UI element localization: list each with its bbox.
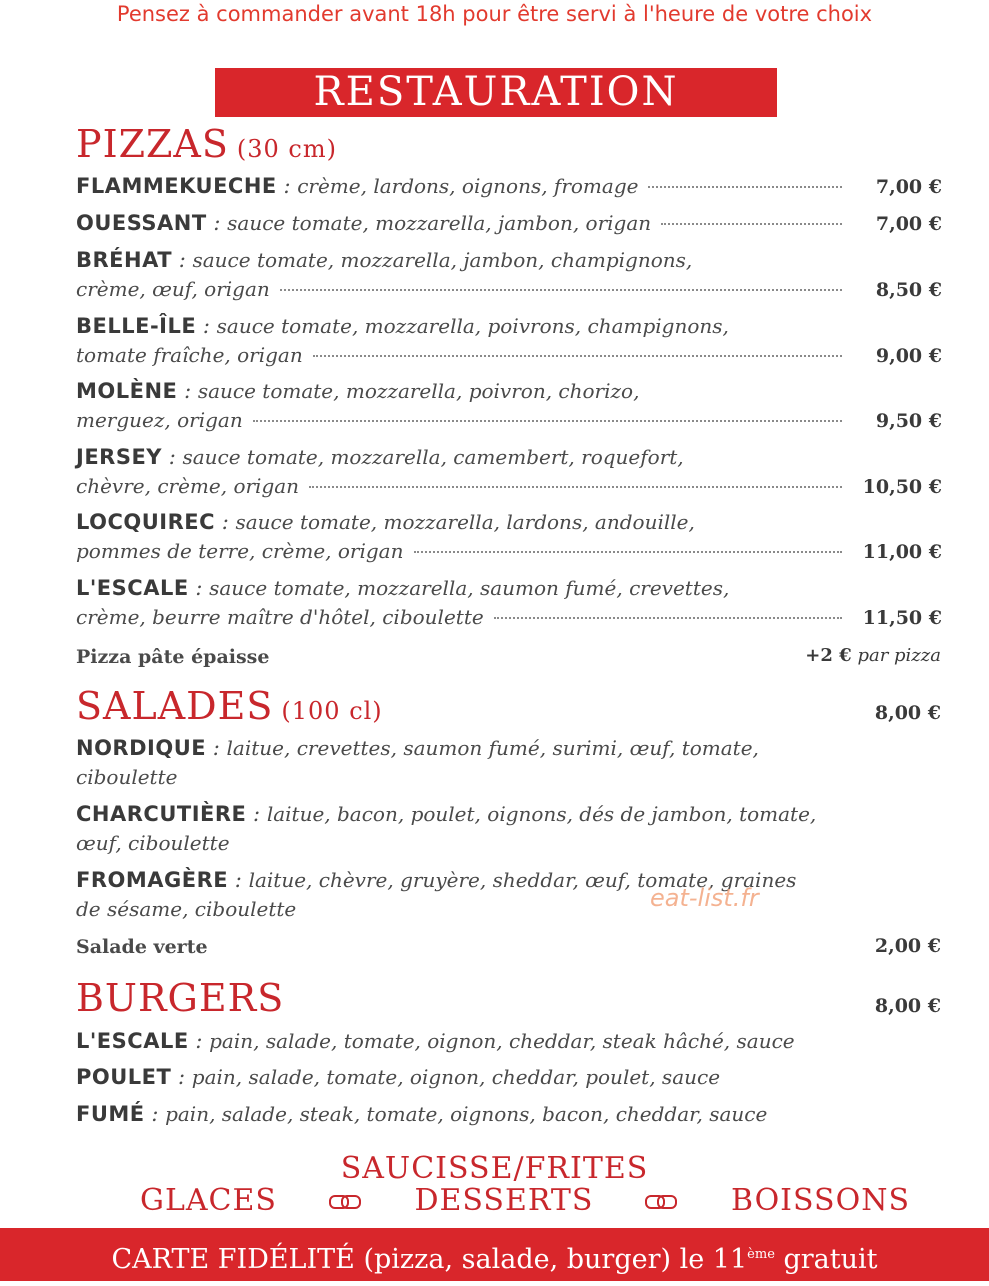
footer-glaces: GLACES (140, 1183, 277, 1218)
pizza-description: chèvre, crème, origan (76, 474, 300, 498)
salades-section-title (76, 686, 383, 731)
pizza-separator: : (172, 248, 193, 272)
salade-item-line (76, 829, 942, 858)
footer-boissons: BOISSONS (730, 1183, 910, 1218)
salade-item-line (76, 800, 942, 829)
salade-description: ciboulette (76, 765, 178, 789)
pizza-item-line (76, 172, 942, 202)
burgers-section-title (76, 978, 284, 1018)
salade-name: CHARCUTIÈRE (76, 802, 247, 826)
salade-verte-label: Salade verte (76, 936, 208, 958)
burger-item (76, 1063, 942, 1092)
loyalty-card-banner (0, 1228, 989, 1281)
pizza-description: sauce tomate, mozzarella, saumon fumé, crevettes, (209, 576, 730, 600)
pizza-item-line (76, 472, 942, 502)
salade-description: laitue, bacon, poulet, oignons, dés de jambon, tomate, (266, 802, 817, 826)
pizza-item (76, 172, 942, 202)
dotted-leader (309, 486, 842, 488)
pizza-separator: : (177, 379, 198, 403)
pizza-price: 10,50 € (862, 476, 942, 498)
pizzas-title: PIZZAS (76, 122, 229, 166)
pizza-item (76, 246, 942, 305)
dotted-leader (253, 420, 842, 422)
pizza-extra-label: Pizza pâte épaisse (76, 646, 270, 668)
pizza-description: sauce tomate, mozzarella, jambon, champignons, (192, 248, 693, 272)
salade-verte-row (76, 932, 942, 962)
pizza-item (76, 209, 942, 239)
pizza-price: 11,50 € (862, 607, 942, 629)
pizza-price: 9,00 € (875, 345, 942, 367)
burger-name: L'ESCALE (76, 1029, 189, 1053)
pizza-price: 7,00 € (875, 213, 942, 235)
salade-verte-price: 2,00 € (874, 935, 941, 957)
salades-price: 8,00 € (874, 702, 941, 724)
pizzas-size: (30 cm) (236, 135, 337, 163)
salade-separator: : (228, 868, 249, 892)
pizza-description: sauce tomate, mozzarella, jambon, origan (227, 211, 652, 235)
pizza-name: OUESSANT (76, 211, 207, 235)
salade-item (76, 734, 942, 792)
pizza-item-line (76, 443, 942, 472)
salade-description: œuf, ciboulette (76, 831, 230, 855)
pizza-item (76, 312, 942, 371)
pizza-price: 7,00 € (875, 176, 942, 198)
pizza-item-line (76, 246, 942, 275)
burger-description: pain, salade, steak, tomate, oignons, bacon, cheddar, sauce (165, 1102, 768, 1126)
pizza-description: sauce tomate, mozzarella, camembert, roquefort, (182, 445, 684, 469)
pizza-description: merguez, origan (76, 408, 243, 432)
pizza-item (76, 508, 942, 567)
pizza-item-line (76, 275, 942, 305)
pizza-separator: : (196, 314, 217, 338)
salade-name: FROMAGÈRE (76, 868, 229, 892)
order-notice: Pensez à commander avant 18h pour être servi à l'heure de votre choix (116, 2, 873, 26)
salade-item-line (76, 763, 942, 792)
salade-name: NORDIQUE (76, 736, 207, 760)
pizza-separator: : (215, 510, 236, 534)
salades-title: SALADES (76, 684, 274, 728)
salade-item-line (76, 734, 942, 763)
pizza-description: pommes de terre, crème, origan (76, 539, 404, 563)
pizza-item-line (76, 537, 942, 567)
pizza-separator: : (162, 445, 183, 469)
pizza-item (76, 377, 942, 436)
burger-separator: : (144, 1102, 166, 1126)
pizza-description: sauce tomate, mozzarella, lardons, andouille, (235, 510, 695, 534)
burger-item (76, 1100, 942, 1129)
pizza-name: LOCQUIREC (76, 510, 216, 534)
burgers-price: 8,00 € (874, 995, 941, 1017)
dotted-leader (648, 186, 842, 188)
pizza-item-line (76, 406, 942, 436)
pizza-item-line (76, 377, 942, 406)
burger-name: FUMÉ (76, 1102, 145, 1126)
pizza-description: tomate fraîche, origan (76, 343, 303, 367)
loyalty-sup: ème (747, 1247, 775, 1262)
pizza-extra-price (805, 645, 941, 666)
dotted-leader (414, 551, 843, 553)
pizza-name: MOLÈNE (76, 379, 178, 403)
salade-item (76, 800, 942, 858)
burger-description: pain, salade, tomate, oignon, cheddar, steak hâché, sauce (209, 1029, 795, 1053)
burger-separator: : (171, 1065, 192, 1089)
salade-item-line (76, 895, 942, 924)
pizza-description: crème, beurre maître d'hôtel, ciboulette (76, 605, 484, 629)
footer-saucisse: SAUCISSE/FRITES (340, 1151, 649, 1186)
salades-size: (100 cl) (281, 697, 383, 725)
pizza-item-line (76, 312, 942, 341)
salade-separator: : (246, 802, 267, 826)
pizza-description: sauce tomate, mozzarella, poivrons, champignons, (216, 314, 729, 338)
salade-separator: : (206, 736, 227, 760)
dotted-leader (280, 289, 842, 291)
pizza-item-line (76, 574, 942, 603)
loyalty-detail: (pizza, salade, burger) le 11 (363, 1244, 748, 1275)
pizza-extra-amount: +2 € (805, 645, 852, 666)
pizza-separator: : (276, 174, 298, 198)
watermark: eat-list.fr (650, 884, 759, 912)
burger-description: pain, salade, tomate, oignon, cheddar, poulet, sauce (191, 1065, 721, 1089)
dotted-leader (494, 617, 842, 619)
pizza-item-line (76, 341, 942, 371)
pizza-description: crème, lardons, oignons, fromage (297, 174, 639, 198)
pizza-item-line (76, 603, 942, 633)
loyalty-end: gratuit (783, 1244, 878, 1275)
pizzas-section-title (76, 124, 337, 169)
salade-description: laitue, chèvre, gruyère, sheddar, œuf, tomate, graines (248, 868, 797, 892)
footer-desserts: DESSERTS (414, 1183, 594, 1218)
pizza-name: FLAMMEKUECHE (76, 174, 277, 198)
chain-link-icon (329, 1194, 363, 1208)
dotted-leader (313, 355, 842, 357)
chain-link-icon (645, 1194, 679, 1208)
footer-extras (140, 1183, 910, 1218)
burger-item-line (76, 1063, 942, 1092)
burger-item-line (76, 1100, 942, 1129)
pizza-separator: : (206, 211, 228, 235)
pizza-item-line (76, 508, 942, 537)
pizza-price: 11,00 € (862, 541, 942, 563)
pizza-description: sauce tomate, mozzarella, poivron, chorizo, (197, 379, 640, 403)
burger-item (76, 1027, 942, 1056)
pizza-item (76, 574, 942, 633)
pizza-price: 9,50 € (875, 410, 942, 432)
pizza-item (76, 443, 942, 502)
pizza-extra-unit: par pizza (857, 645, 941, 666)
pizza-description: crème, œuf, origan (76, 277, 270, 301)
page-title: RESTAURATION (215, 68, 777, 117)
burger-name: POULET (76, 1065, 172, 1089)
pizza-item-line (76, 209, 942, 239)
burgers-title: BURGERS (76, 976, 285, 1020)
salade-item (76, 866, 942, 924)
pizza-name: BRÉHAT (76, 248, 173, 272)
pizza-name: L'ESCALE (76, 576, 189, 600)
burger-item-line (76, 1027, 942, 1056)
pizza-name: JERSEY (76, 445, 163, 469)
salade-item-line (76, 866, 942, 895)
salade-description: laitue, crevettes, saumon fumé, surimi, œuf, tomate, (226, 736, 759, 760)
pizza-separator: : (188, 576, 210, 600)
burger-separator: : (188, 1029, 210, 1053)
pizza-price: 8,50 € (875, 279, 942, 301)
pizza-name: BELLE-ÎLE (76, 314, 197, 338)
dotted-leader (661, 223, 842, 225)
loyalty-main: CARTE FIDÉLITÉ (111, 1244, 355, 1275)
salade-description: de sésame, ciboulette (76, 897, 297, 921)
